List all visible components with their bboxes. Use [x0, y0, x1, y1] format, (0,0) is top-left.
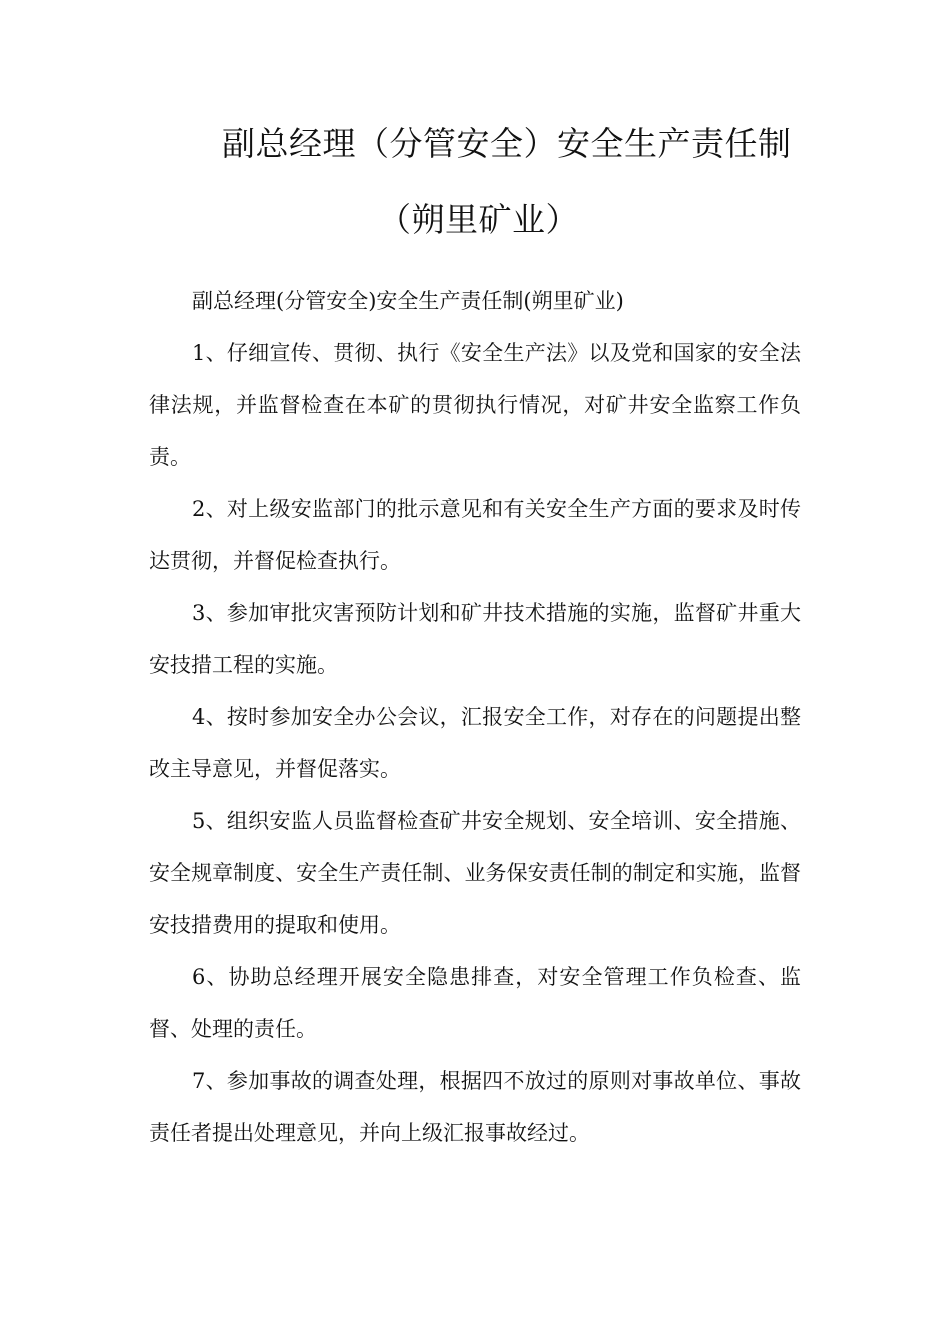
paragraph-item-1: 1、仔细宣传、贯彻、执行《安全生产法》以及党和国家的安全法律法规，并监督检查在本矿的贯彻执行情况，对矿井安全监察工作负责。 [149, 341, 801, 469]
document-body [149, 275, 801, 1159]
paragraph-item-6: 6、协助总经理开展安全隐患排查，对安全管理工作负检查、监督、处理的责任。 [149, 965, 801, 1041]
paragraph-item-3: 3、参加审批灾害预防计划和矿井技术措施的实施，监督矿井重大安技措工程的实施。 [149, 601, 801, 677]
document-subtitle: （朔里矿业） [378, 200, 579, 239]
paragraph-heading: 副总经理(分管安全)安全生产责任制(朔里矿业) [192, 289, 624, 313]
paragraph-item-4: 4、按时参加安全办公会议，汇报安全工作，对存在的问题提出整改主导意见，并督促落实。 [149, 705, 801, 781]
document-title: 副总经理（分管安全）安全生产责任制 [222, 124, 792, 163]
paragraph-item-5: 5、组织安监人员监督检查矿井安全规划、安全培训、安全措施、安全规章制度、安全生产责任制、业务保安责任制的制定和实施，监督安技措费用的提取和使用。 [149, 809, 801, 937]
paragraph-item-2: 2、对上级安监部门的批示意见和有关安全生产方面的要求及时传达贯彻，并督促检查执行。 [149, 497, 801, 573]
paragraph-item-7: 7、参加事故的调查处理，根据四不放过的原则对事故单位、事故责任者提出处理意见，并向上级汇报事故经过。 [149, 1069, 801, 1145]
